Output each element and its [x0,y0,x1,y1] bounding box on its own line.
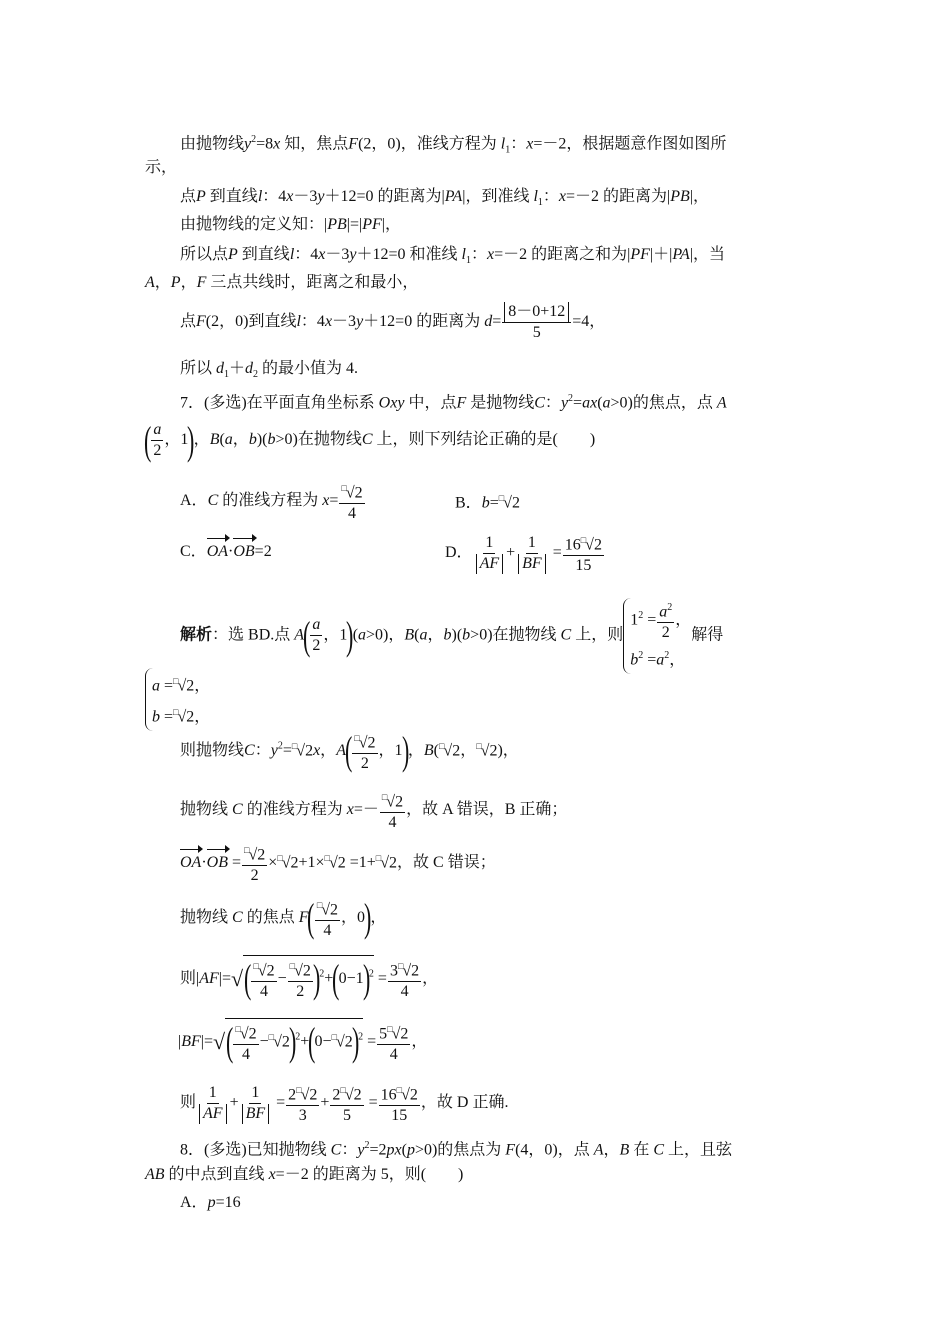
text-line: 所以点P 到直线l：4x－3y＋12=0 和准线 $l_1$：x=－2 的距离之和为|PF|＋|PA|，当 [180,246,726,267]
solution-focus: 抛物线 C 的焦点 F( $\frac{^□√2}{4}$ ，0)， [180,895,387,941]
option-b: B．b=□√2 [455,493,520,512]
solution-parabola: 则抛物线C：$y^2=^□√2x$，A( $\frac{^□√2}{2}$ ，1)，B(□√2，□√2)， [180,728,519,774]
question-8-option-a: A．p=16 [180,1194,241,1211]
solution-bf: |BF|=√( $\frac{^□√2}{4}$ $-^□√2)^2+(0-^□√2)^2$ = $\frac{5^□√2}{4}$ ， [178,1019,428,1065]
solution-system: a =□√2， b =□√2， [145,668,210,731]
question-8-cont: AB 的中点到直线 x=－2 的距离为 5，则( ) [145,1166,464,1183]
solution-af: 则|AF|=√( $\frac{^□√2}{4}$ − $\frac{^□√2}{2}$ )$^2+(0-1)^2$ = $\frac{3^□√2}{4}$ ， [180,956,439,1002]
question-8: 8．(多选)已知抛物线 C：$y^2=2px(p>0)$的焦点为 F(4，0)，点 A，B 在 C 上，且弦 [180,1140,733,1159]
question-7-cont: ( $\frac{a}{2}$ ，1)，B(a，b)(b>0)在抛物线C 上，则下列结论正确的是( ) [143,417,596,463]
text-line: 示， [145,159,178,176]
text-line: 所以 $d_1+d_2$ 的最小值为 4. [180,360,359,381]
text-line: 点P 到直线l：4x－3y＋12=0 的距离为|PA|，到准线 $l_1$：x=－2 的距离为|PB|， [180,188,710,209]
text-line: A，P，F 三点共线时，距离之和最小， [145,274,419,291]
distance-line: 点F(2，0)到直线l：4x－3y＋12=0 的距离为 d= $\frac{8-0+12}{5}$ =4， [180,303,606,341]
solution-dot: OA·OB = $\frac{^□√2}{2}$ ×□√2+1×□√2 =1+□√2，故 C 错误； [180,840,496,886]
option-c: C．OA·OB=2 [180,540,272,564]
solution-directrix: 抛物线 C 的准线方程为 x=－ $\frac{^□√2}{4}$ ，故 A 错误，B 正确； [180,787,567,833]
text-line: 由抛物线$y^2=8x$ 知，焦点F(2，0)，准线方程为 $l_1$：x=－2，根据题意作图如图所 [180,134,727,156]
option-d: D． $\frac{1}{AF}$ + $\frac{1}{BF}$ = $\frac{16^□√2}{15}$ [445,530,605,576]
option-a: A．C 的准线方程为 x= $\frac{^□√2}{4}$ [180,478,366,524]
question-7: 7．(多选)在平面直角坐标系 Oxy 中，点F 是抛物线C：$y^2=ax(a>0)$的焦点，点 A [180,393,727,412]
solution-sum: 则 $\frac{1}{AF}$ + $\frac{1}{BF}$ = $\frac{2^□√2}{3}$ + $\frac{2^□√2}{5}$ = $\frac{16^□√2}{15}$ ，故 D 正确. [180,1080,508,1126]
solution-line-1: 解析：选 BD.点 A( $\frac{a}{2}$ ，1)(a>0)，B(a，b)(b>0)在抛物线 C 上，则 $1^2$ = $\frac{a^2}{2}$ ， $b^2 =a^2$， 解得 [180,598,723,674]
text-line: 由抛物线的定义知：|PB|=|PF|， [180,216,401,233]
